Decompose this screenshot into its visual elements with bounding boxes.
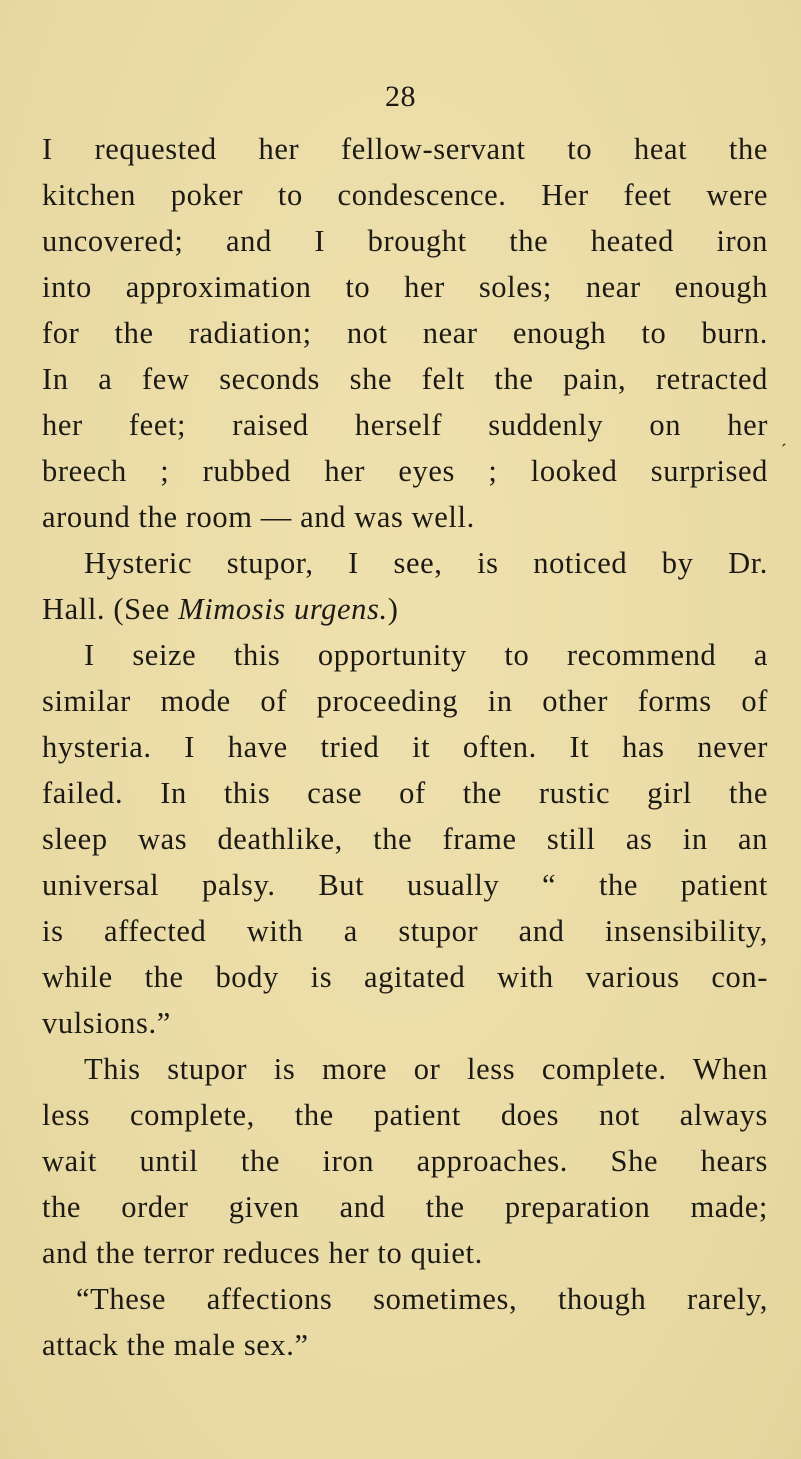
text-line: In a few seconds she felt the pain, retracted xyxy=(42,362,768,396)
text-line: “These affections sometimes, though rarely, xyxy=(76,1282,768,1316)
text-line: for the radiation; not near enough to burn. xyxy=(42,316,768,350)
hall-after: ) xyxy=(387,592,399,626)
text-line: I seize this opportunity to recommend a xyxy=(84,638,768,672)
text-line: sleep was deathlike, the frame still as in an xyxy=(42,822,768,856)
text-line: less complete, the patient does not always xyxy=(42,1098,768,1132)
text-line: Hysteric stupor, I see, is noticed by Dr. xyxy=(84,546,768,580)
text-line: wait until the iron approaches. She hears xyxy=(42,1144,768,1178)
text-line: while the body is agitated with various con- xyxy=(42,960,768,994)
text-line: her feet; raised herself suddenly on her xyxy=(42,408,768,442)
text-line: I requested her fellow-servant to heat the xyxy=(42,132,768,166)
text-line: kitchen poker to condescence. Her feet were xyxy=(42,178,768,212)
text-line: is affected with a stupor and insensibility, xyxy=(42,914,768,948)
text-line: around the room — and was well. xyxy=(42,500,475,534)
text-line-hall xyxy=(42,586,768,632)
body-text xyxy=(42,126,768,1368)
text-line: and the terror reduces her to quiet. xyxy=(42,1236,483,1270)
text-line: into approximation to her soles; near enough xyxy=(42,270,768,304)
text-line: This stupor is more or less complete. When xyxy=(84,1052,768,1086)
text-line: uncovered; and I brought the heated iron xyxy=(42,224,768,258)
text-line: universal palsy. But usually “ the patient xyxy=(42,868,768,902)
species-name: Mimosis urgens. xyxy=(178,592,388,626)
text-line: hysteria. I have tried it often. It has never xyxy=(42,730,768,764)
text-line: similar mode of proceeding in other forms of xyxy=(42,684,768,718)
text-line: attack the male sex.” xyxy=(42,1328,309,1362)
text-line: vulsions.” xyxy=(42,1006,171,1040)
text-line: breech ; rubbed her eyes ; looked surprised xyxy=(42,454,768,488)
hall-before: Hall. (See xyxy=(42,592,179,626)
page-number: 28 xyxy=(385,80,416,113)
text-line: the order given and the preparation made; xyxy=(42,1190,768,1224)
text-line: failed. In this case of the rustic girl the xyxy=(42,776,768,810)
